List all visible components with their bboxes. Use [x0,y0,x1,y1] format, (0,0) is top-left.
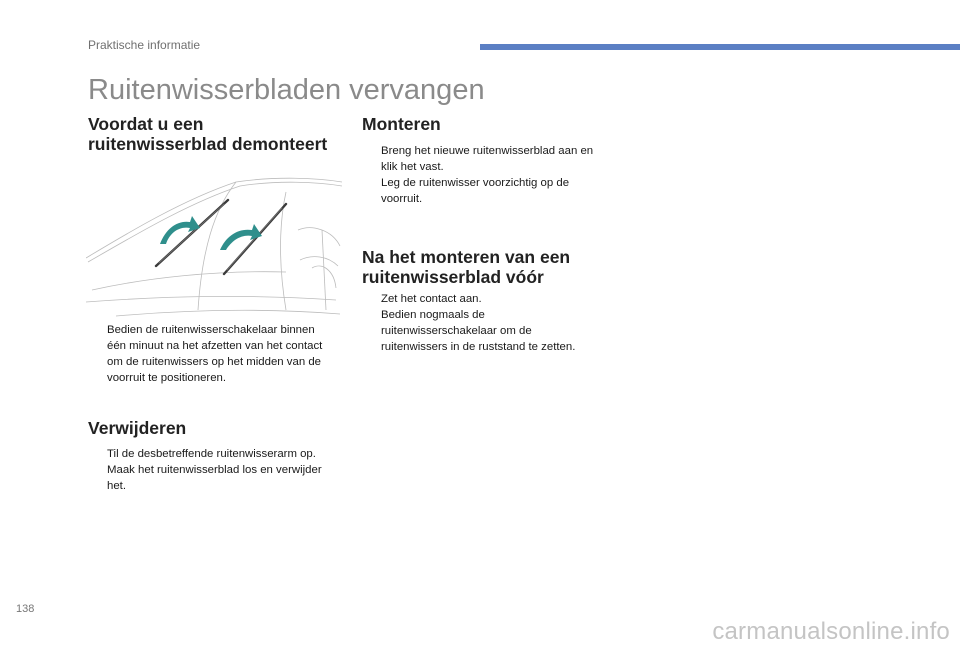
mount-bullets [362,143,622,207]
list-item [88,462,353,494]
heading-mount: Monteren [362,114,441,134]
heading-line: ruitenwisserblad demonteert [88,134,328,154]
bullet-line: klik het vast. [381,161,444,173]
arrow-icon [220,224,262,250]
bullet-line: één minuut na het afzetten van het contact [107,340,323,352]
bullet-line: Bedien nogmaals de [381,309,485,321]
arrow-icon [160,216,200,244]
windscreen-illustration [86,170,342,318]
remove-bullets [88,446,353,494]
heading-line: Na het monteren van een [362,247,571,267]
heading-line: ruitenwisserblad vóór [362,267,544,287]
bullet-line: ruitenwisserschakelaar om de [381,325,532,337]
page-title: Ruitenwisserbladen vervangen [88,74,485,106]
list-item [88,322,353,386]
bullet-line: Til de desbetreffende ruitenwisserarm op. [107,448,316,460]
heading-before-removal [88,114,327,154]
page-number: 138 [16,603,35,615]
bullet-line: Leg de ruitenwisser voorzichtig op de [381,177,570,189]
bullet-line: voorruit. [381,193,423,205]
heading-line: Voordat u een [88,114,204,134]
bullet-line: Breng het nieuwe ruitenwisserblad aan en [381,145,594,157]
list-item [362,175,622,207]
heading-after-mounting [362,247,570,287]
after-bullets [362,291,622,355]
wiper-icon [156,200,286,274]
list-item [362,291,622,307]
list-item [88,446,353,462]
list-item [362,143,622,175]
header-bar [480,44,960,50]
bullet-line: om de ruitenwissers op het midden van de [107,356,322,368]
heading-remove: Verwijderen [88,418,187,438]
bullet-line: het. [107,480,126,492]
before-bullets [88,322,353,386]
bullet-line: ruitenwissers in de ruststand te zetten. [381,341,576,353]
bullet-line: Zet het contact aan. [381,293,482,305]
section-label: Praktische informatie [88,38,201,52]
watermark: carmanualsonline.info [712,618,950,645]
bullet-line: Bedien de ruitenwisserschakelaar binnen [107,324,315,336]
bullet-line: voorruit te positioneren. [107,372,227,384]
bullet-line: Maak het ruitenwisserblad los en verwijder [107,464,322,476]
list-item [362,307,622,355]
